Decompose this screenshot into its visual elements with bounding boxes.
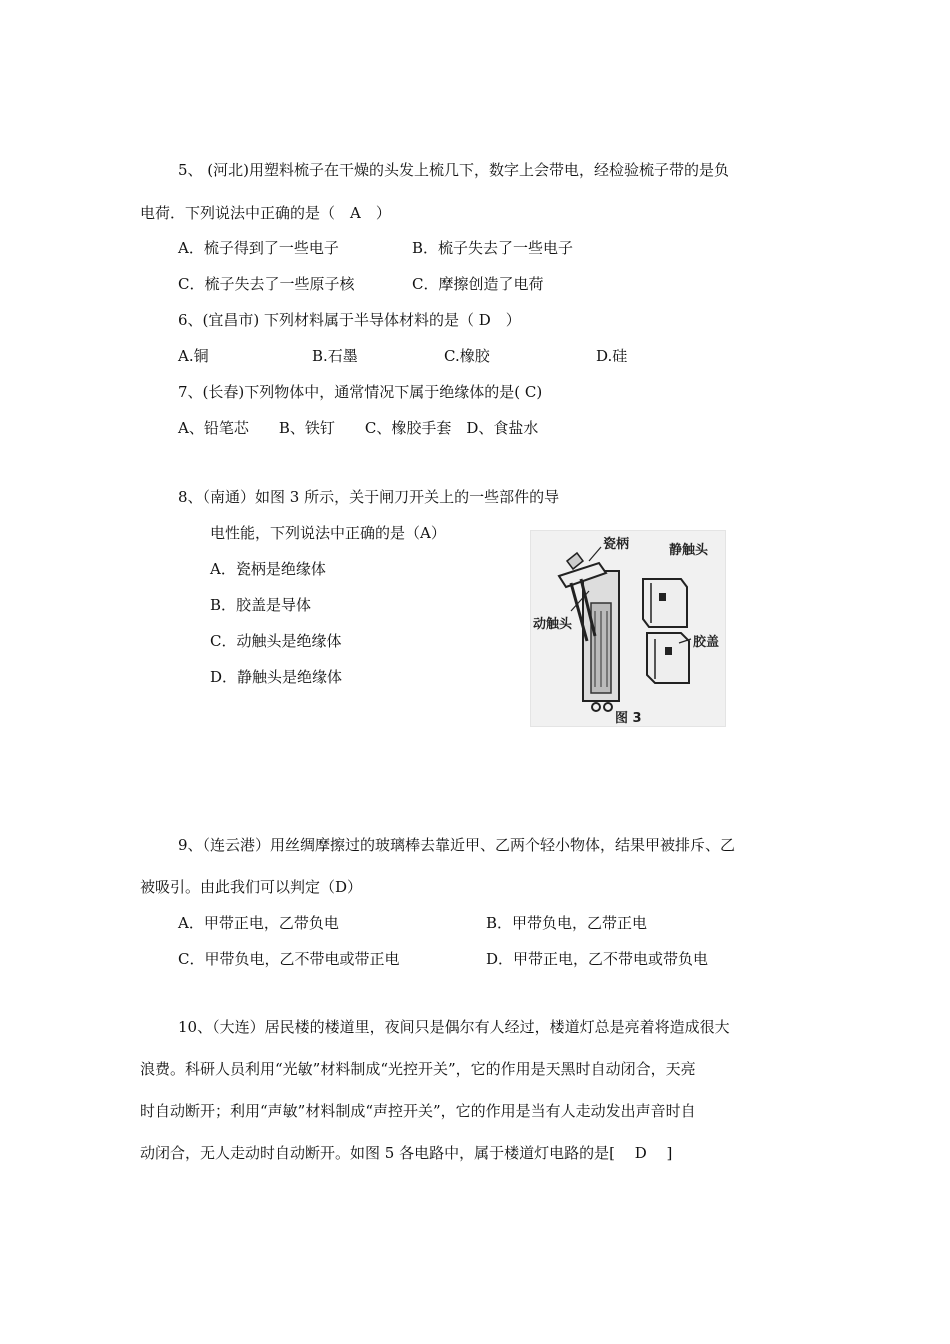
q6-option-d: D.硅 [596,347,628,365]
q5-option-d: C．摩擦创造了电荷 [412,275,544,293]
q10-stem-line4: 动闭合，无人走动时自动断开。如图 5 各电路中，属于楼道灯电路的是[ D ] [140,1144,673,1162]
q8-option-d: D．静触头是绝缘体 [210,668,343,686]
q8-stem-line1: 8、（南通）如图 3 所示，关于闸刀开关上的一些部件的导 [178,488,560,506]
q8-option-b: B．胶盖是导体 [210,596,312,614]
figure-label-handle: 瓷柄 [603,537,630,552]
q9-option-a: A．甲带正电，乙带负电 [178,914,339,932]
q8-option-a: A．瓷柄是绝缘体 [210,560,326,578]
q9-option-c: C．甲带负电，乙不带电或带正电 [178,950,400,968]
knife-switch-figure [530,530,726,727]
q9-stem-line1: 9、（连云港）用丝绸摩擦过的玻璃棒去靠近甲、乙两个轻小物体，结果甲被排斥、乙 [178,836,736,854]
q5-stem-line2: 电荷．下列说法中正确的是（ A ） [140,204,391,222]
q7-stem: 7、(长春)下列物体中，通常情况下属于绝缘体的是( C) [178,383,543,401]
q5-stem-line1: 5、 (河北)用塑料梳子在干燥的头发上梳几下，数字上会带电，经检验梳子带的是负 [178,161,730,179]
figure-label-static-contact: 静触头 [669,543,709,558]
figure-label-moving-contact: 动触头 [533,617,573,632]
q7-options: A、铅笔芯 B、铁钉 C、橡胶手套 D、食盐水 [178,419,539,437]
q10-stem-line1: 10、（大连）居民楼的楼道里，夜间只是偶尔有人经过，楼道灯总是亮着将造成很大 [178,1018,730,1036]
q8-stem-line2: 电性能，下列说法中正确的是（A） [210,524,446,542]
q6-stem: 6、(宜昌市) 下列材料属于半导体材料的是（ D ） [178,311,521,329]
q10-stem-line3: 时自动断开；利用“声敏”材料制成“声控开关”，它的作用是当有人走动发出声音时自 [140,1102,696,1120]
q8-option-c: C．动触头是绝缘体 [210,632,342,650]
q5-option-a: A．梳子得到了一些电子 [178,239,339,257]
figure-caption: 图 3 [615,711,642,726]
q9-option-d: D．甲带正电，乙不带电或带负电 [486,950,709,968]
q9-stem-line2: 被吸引。由此我们可以判定（D） [140,878,363,896]
q6-option-c: C.橡胶 [444,347,490,365]
q6-option-b: B.石墨 [312,347,358,365]
q10-stem-line2: 浪费。科研人员利用“光敏”材料制成“光控开关”，它的作用是天黑时自动闭合，天亮 [140,1060,696,1078]
q6-option-a: A.铜 [178,347,209,365]
q5-option-b: B．梳子失去了一些电子 [412,239,574,257]
q9-option-b: B．甲带负电，乙带正电 [486,914,648,932]
q5-option-c: C．梳子失去了一些原子核 [178,275,355,293]
figure-label-cover: 胶盖 [693,635,720,650]
